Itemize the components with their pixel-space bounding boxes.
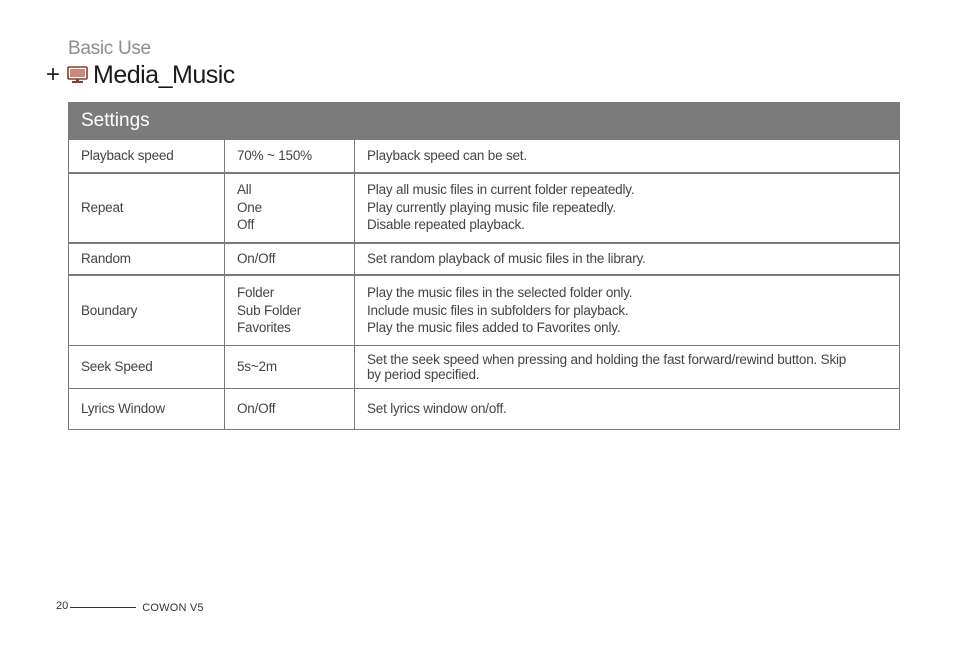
- setting-options: [225, 346, 355, 389]
- setting-name: Playback speed: [69, 140, 225, 173]
- setting-description: [355, 243, 900, 275]
- page-title: Media_Music: [93, 60, 235, 89]
- page-footer: [56, 599, 204, 613]
- setting-option: One: [237, 199, 262, 215]
- setting-name: Seek Speed: [69, 346, 225, 389]
- settings-table-body: [69, 139, 899, 429]
- monitor-icon: [67, 66, 88, 84]
- table-row: [69, 173, 899, 243]
- setting-desc-line: Set random playback of music files in the library.: [367, 250, 646, 266]
- setting-option: 70% ~ 150%: [237, 148, 312, 163]
- setting-description: [355, 346, 900, 389]
- setting-option: 5s~2m: [237, 359, 277, 375]
- setting-options: [225, 389, 355, 429]
- setting-name: Repeat: [69, 173, 225, 243]
- setting-option: Off: [237, 217, 255, 233]
- table-row: [69, 346, 899, 389]
- setting-desc-line: Play all music files in current folder repeatedly.: [367, 182, 635, 198]
- setting-options: [225, 173, 355, 243]
- plus-icon: +: [46, 61, 61, 88]
- setting-option: Sub Folder: [237, 302, 302, 318]
- setting-desc-line: Play currently playing music file repeatedly.: [367, 199, 616, 215]
- brand-name: COWON V5: [142, 601, 204, 614]
- setting-option: On/Off: [237, 250, 276, 266]
- setting-desc-line: Playback speed can be set.: [367, 148, 527, 163]
- setting-desc-line: by period specified.: [367, 367, 480, 382]
- setting-name: Random: [69, 243, 225, 275]
- settings-table: [68, 102, 900, 430]
- setting-description: [355, 275, 900, 346]
- footer-rule: [70, 607, 136, 608]
- page-number: 20: [56, 600, 69, 612]
- table-row: [69, 389, 899, 429]
- setting-name: Lyrics Window: [69, 389, 225, 429]
- setting-option: Folder: [237, 285, 275, 300]
- setting-option: All: [237, 182, 252, 198]
- setting-options: [225, 275, 355, 346]
- table-row: [69, 275, 899, 346]
- setting-name: Boundary: [69, 275, 225, 346]
- setting-options: [225, 140, 355, 173]
- section-label: Basic Use: [68, 38, 151, 59]
- setting-desc-line: Disable repeated playback.: [367, 217, 525, 233]
- setting-desc-line: Set the seek speed when pressing and holding the fast forward/rewind button. Skip: [367, 352, 847, 367]
- setting-description: [355, 173, 900, 243]
- table-row: [69, 140, 899, 173]
- settings-table-header: Settings: [69, 103, 899, 139]
- table-row: [69, 243, 899, 275]
- setting-desc-line: Play the music files added to Favorites only.: [367, 320, 621, 335]
- setting-options: [225, 243, 355, 275]
- setting-option: Favorites: [237, 320, 291, 335]
- page-title-row: [46, 60, 235, 90]
- setting-desc-line: Include music files in subfolders for playback.: [367, 302, 629, 318]
- setting-description: [355, 389, 900, 429]
- setting-desc-line: Play the music files in the selected folder only.: [367, 285, 633, 300]
- setting-description: [355, 140, 900, 173]
- setting-option: On/Off: [237, 401, 276, 416]
- setting-desc-line: Set lyrics window on/off.: [367, 401, 507, 416]
